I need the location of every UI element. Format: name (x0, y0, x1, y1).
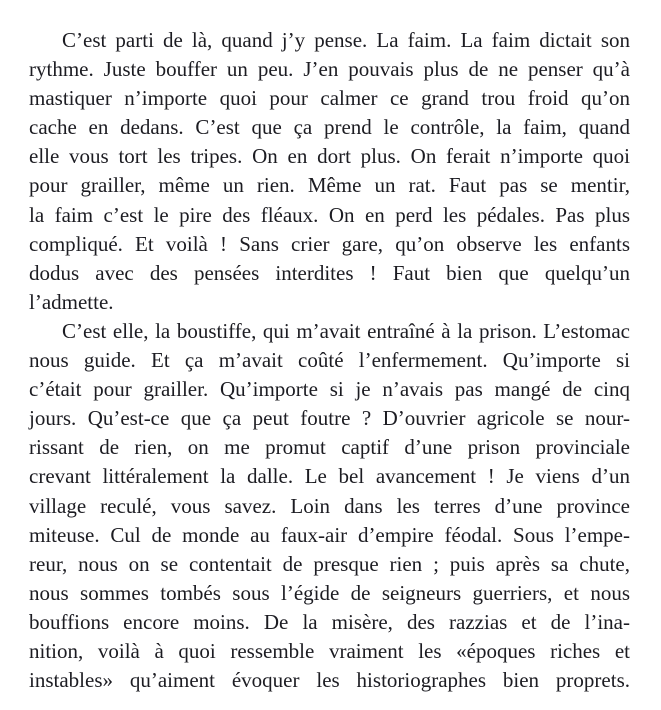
text-line: rythme. Juste bouffer un peu. J’en pouvais plus de ne penser qu’à (29, 57, 630, 82)
text-line: rissant de rien, on me promut captif d’une prison provinciale (29, 435, 630, 460)
text-line: village reculé, vous savez. Loin dans les terres d’une province (29, 493, 630, 518)
text-line: compliqué. Et voilà ! Sans crier gare, qu’on observe les enfants (29, 231, 630, 256)
text-block (29, 26, 630, 695)
text-line: c’était pour grailler. Qu’importe si je n’avais pas mangé de cinq (29, 377, 630, 402)
text-line: la faim c’est le pire des fléaux. On en perd les pédales. Pas plus (29, 202, 630, 227)
text-line: mastiquer n’importe quoi pour calmer ce grand trou froid qu’on (29, 86, 630, 111)
text-line: miteuse. Cul de monde au faux-air d’empire féodal. Sous l’empe- (29, 522, 630, 547)
text-line: C’est elle, la boustiffe, qui m’avait entraîné à la prison. L’estomac (62, 318, 630, 343)
text-line: C’est parti de là, quand j’y pense. La faim. La faim dictait son (62, 28, 630, 52)
text-line: nous guide. Et ça m’avait coûté l’enfermement. Qu’importe si (29, 348, 630, 373)
text-line: nous sommes tombés sous l’égide de seigneurs guerriers, et nous (29, 580, 630, 605)
paragraph (29, 26, 630, 317)
text-line: crevant littéralement la dalle. Le bel avancement ! Je viens d’un (29, 464, 630, 489)
text-line: reur, nous on se contentait de presque rien ; puis après sa chute, (29, 551, 630, 576)
text-line: jours. Qu’est-ce que ça peut foutre ? D’ouvrier agricole se nour- (29, 406, 630, 431)
text-line: bouffions encore moins. De la misère, des razzias et de l’ina- (29, 609, 630, 634)
text-line: cache en dedans. C’est que ça prend le contrôle, la faim, quand (29, 115, 630, 140)
text-line: pour grailler, même un rien. Même un rat. Faut pas se mentir, (29, 173, 630, 198)
text-line: l’admette. (29, 289, 114, 314)
text-line: nition, voilà à quoi ressemble vraiment les «époques riches et (29, 638, 630, 663)
paragraph (29, 317, 630, 695)
text-line: instables» qu’aiment évoquer les historiographes bien proprets. (29, 668, 630, 693)
text-line: elle vous tort les tripes. On en dort plus. On ferait n’importe quoi (29, 144, 630, 169)
text-line: dodus avec des pensées interdites ! Faut bien que quelqu’un (29, 260, 630, 285)
